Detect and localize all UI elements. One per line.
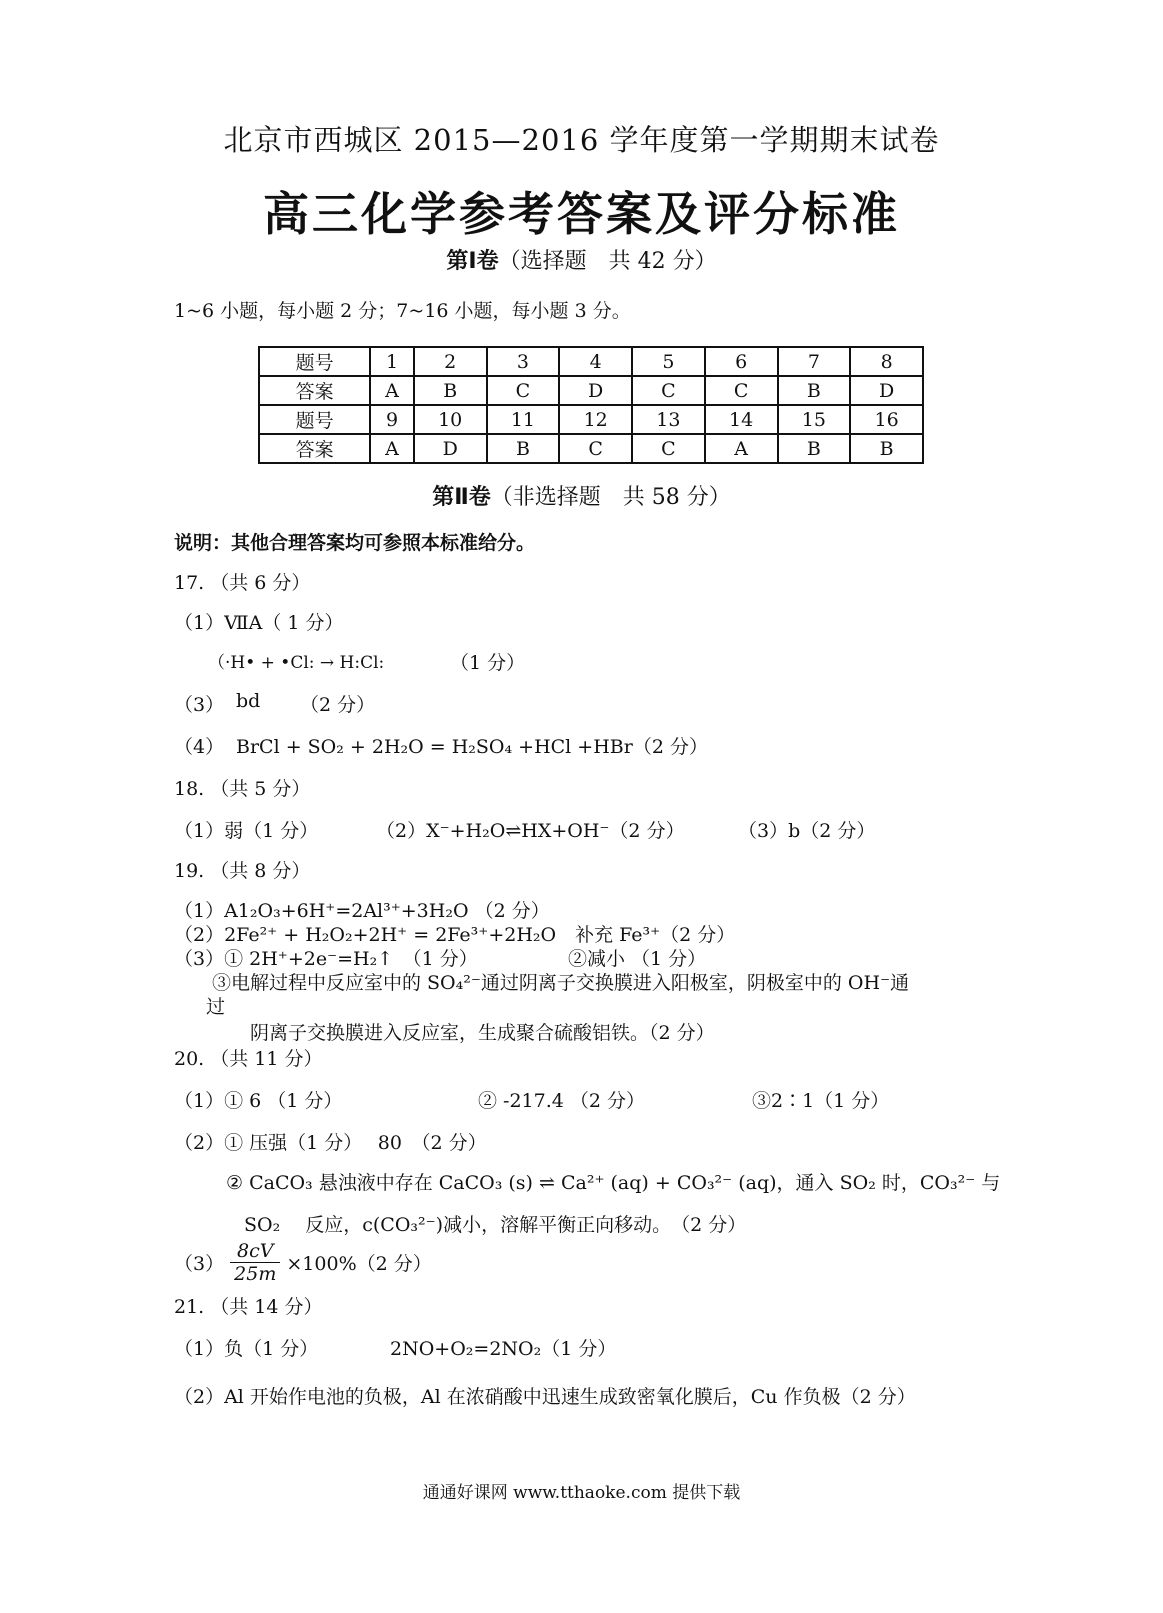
answer-table-cell: D bbox=[414, 434, 487, 463]
part2-note: 说明：其他合理答案均可参照本标准给分。 bbox=[174, 532, 536, 554]
q17-line-3-score: （2 分） bbox=[300, 694, 376, 716]
answer-table-row bbox=[259, 376, 923, 405]
q20-line-3: ② CaCO₃ 悬浊液中存在 CaCO₃ (s) ⇌ Ca²⁺ (aq) + CO₃²⁻ (aq)，通入 SO₂ 时，CO₃²⁻ 与 bbox=[226, 1172, 1001, 1194]
part1-heading-detail: （选择题 共 42 分） bbox=[498, 249, 717, 274]
part2-heading-label: 第Ⅱ卷 bbox=[432, 485, 491, 510]
main-title: 高三化学参考答案及评分标准 bbox=[263, 187, 900, 241]
q20-line-1b: ② -217.4 （2 分） bbox=[478, 1090, 646, 1112]
answer-table-row-header: 答案 bbox=[259, 434, 370, 463]
answer-table-cell: C bbox=[632, 434, 705, 463]
answer-table-row-header: 题号 bbox=[259, 405, 370, 434]
q20-line-1c: ③2∶1（1 分） bbox=[752, 1090, 890, 1112]
q21-line-1b: 2NO+O₂=2NO₂（1 分） bbox=[390, 1338, 617, 1360]
q20-heading: 20. （共 11 分） bbox=[174, 1048, 323, 1070]
q19-line-3: （3）① 2H⁺+2e⁻=H₂↑ （1 分） bbox=[174, 948, 478, 970]
q17-line-1: （1）ⅦA（ 1 分） bbox=[174, 612, 344, 634]
q19-line-2: （2）2Fe²⁺ + H₂O₂+2H⁺ = 2Fe³⁺+2H₂O 补充 Fe³⁺（2 分） bbox=[174, 924, 736, 946]
q19-line-4: ③电解过程中反应室中的 SO₄²⁻通过阴离子交换膜进入阳极室，阴极室中的 OH⁻通 bbox=[212, 972, 910, 994]
q20-line-5 bbox=[174, 1240, 432, 1285]
answer-table-cell: 1 bbox=[370, 347, 414, 376]
answer-table-cell: A bbox=[705, 434, 778, 463]
answer-table-cell: A bbox=[370, 376, 414, 405]
answer-table-cell: 9 bbox=[370, 405, 414, 434]
q17-line-4-equation: BrCl + SO₂ + 2H₂O = H₂SO₄ +HCl +HBr（2 分） bbox=[236, 736, 708, 758]
q17-line-4-label: （4） bbox=[174, 736, 225, 758]
q17-line-3-answer: bd bbox=[236, 690, 261, 712]
q19-line-5: 过 bbox=[206, 996, 226, 1018]
q19-line-6: 阴离子交换膜进入反应室，生成聚合硫酸铝铁。（2 分） bbox=[250, 1022, 715, 1044]
q21-line-1a: （1）负（1 分） bbox=[174, 1338, 319, 1360]
answer-table-cell: 8 bbox=[850, 347, 923, 376]
answer-table-row-header: 题号 bbox=[259, 347, 370, 376]
answer-table-cell: D bbox=[559, 376, 632, 405]
part1-heading-label: 第Ⅰ卷 bbox=[446, 249, 499, 274]
answer-table-cell: A bbox=[370, 434, 414, 463]
answer-table-cell: 16 bbox=[850, 405, 923, 434]
q19-heading: 19. （共 8 分） bbox=[174, 860, 311, 882]
answer-table-cell: B bbox=[778, 376, 851, 405]
fraction-denominator: 25m bbox=[234, 1263, 277, 1285]
answer-table-cell: D bbox=[850, 376, 923, 405]
q18-part-1: （1）弱（1 分） bbox=[174, 820, 319, 842]
q20-line-4: SO₂ 反应，c(CO₃²⁻)减小，溶解平衡正向移动。 （2 分） bbox=[244, 1214, 747, 1236]
answer-table-cell: B bbox=[778, 434, 851, 463]
part2-heading-detail: （非选择题 共 58 分） bbox=[490, 485, 731, 510]
answer-table-row bbox=[259, 405, 923, 434]
q17-electron-dot: （·H• + •Cl: → H:Cl: bbox=[208, 653, 385, 673]
answer-table-cell: B bbox=[850, 434, 923, 463]
answer-table-row bbox=[259, 434, 923, 463]
footer-source: 通通好课网 www.tthaoke.com 提供下载 bbox=[422, 1483, 741, 1503]
q19-line-3b: ②减小 （1 分） bbox=[568, 948, 707, 970]
answer-table bbox=[258, 346, 924, 464]
answer-table-cell: 3 bbox=[487, 347, 560, 376]
answer-table-cell: C bbox=[705, 376, 778, 405]
fraction-numerator: 8cV bbox=[230, 1240, 280, 1263]
exam-title: 北京市西城区 2015—2016 学年度第一学期期末试卷 bbox=[223, 123, 940, 157]
answer-table-cell: 2 bbox=[414, 347, 487, 376]
q17-line-2-score: （1 分） bbox=[450, 652, 526, 674]
q19-line-1: （1）A1₂O₃+6H⁺=2Al³⁺+3H₂O （2 分） bbox=[174, 900, 550, 922]
q18-heading: 18. （共 5 分） bbox=[174, 778, 311, 800]
answer-table-cell: C bbox=[559, 434, 632, 463]
q18-part-3: （3）b（2 分） bbox=[738, 820, 876, 842]
answer-table-cell: 6 bbox=[705, 347, 778, 376]
q21-heading: 21. （共 14 分） bbox=[174, 1296, 323, 1318]
answer-table-cell: 14 bbox=[705, 405, 778, 434]
answer-table-row bbox=[259, 347, 923, 376]
answer-table-cell: 5 bbox=[632, 347, 705, 376]
q20-line-1a: （1）① 6 （1 分） bbox=[174, 1090, 343, 1112]
q18-part-2: （2）X⁻+H₂O⇌HX+OH⁻（2 分） bbox=[376, 820, 685, 842]
answer-table-cell: 13 bbox=[632, 405, 705, 434]
answer-table-cell: 15 bbox=[778, 405, 851, 434]
answer-table-cell: B bbox=[414, 376, 487, 405]
answer-table-cell: C bbox=[487, 376, 560, 405]
answer-table-row-header: 答案 bbox=[259, 376, 370, 405]
answer-table-cell: B bbox=[487, 434, 560, 463]
q20-line-5-rest: ×100%（2 分） bbox=[286, 1253, 432, 1275]
part1-heading bbox=[0, 244, 1163, 275]
answer-table-cell: 11 bbox=[487, 405, 560, 434]
q21-line-2: （2）Al 开始作电池的负极，Al 在浓硝酸中迅速生成致密氧化膜后，Cu 作负极（2 分） bbox=[174, 1386, 916, 1408]
q20-fraction bbox=[230, 1240, 280, 1285]
scoring-note: 1~6 小题，每小题 2 分；7~16 小题，每小题 3 分。 bbox=[174, 300, 631, 322]
answer-table-cell: 12 bbox=[559, 405, 632, 434]
answer-table-cell: 7 bbox=[778, 347, 851, 376]
q17-line-3-label: （3） bbox=[174, 694, 225, 716]
part2-heading bbox=[0, 480, 1163, 511]
answer-table-cell: C bbox=[632, 376, 705, 405]
q17-heading: 17. （共 6 分） bbox=[174, 572, 311, 594]
q20-line-2: （2）① 压强（1 分） 80 （2 分） bbox=[174, 1132, 487, 1154]
answer-table-cell: 4 bbox=[559, 347, 632, 376]
q20-line-5-label: （3） bbox=[174, 1253, 225, 1275]
answer-table-cell: 10 bbox=[414, 405, 487, 434]
